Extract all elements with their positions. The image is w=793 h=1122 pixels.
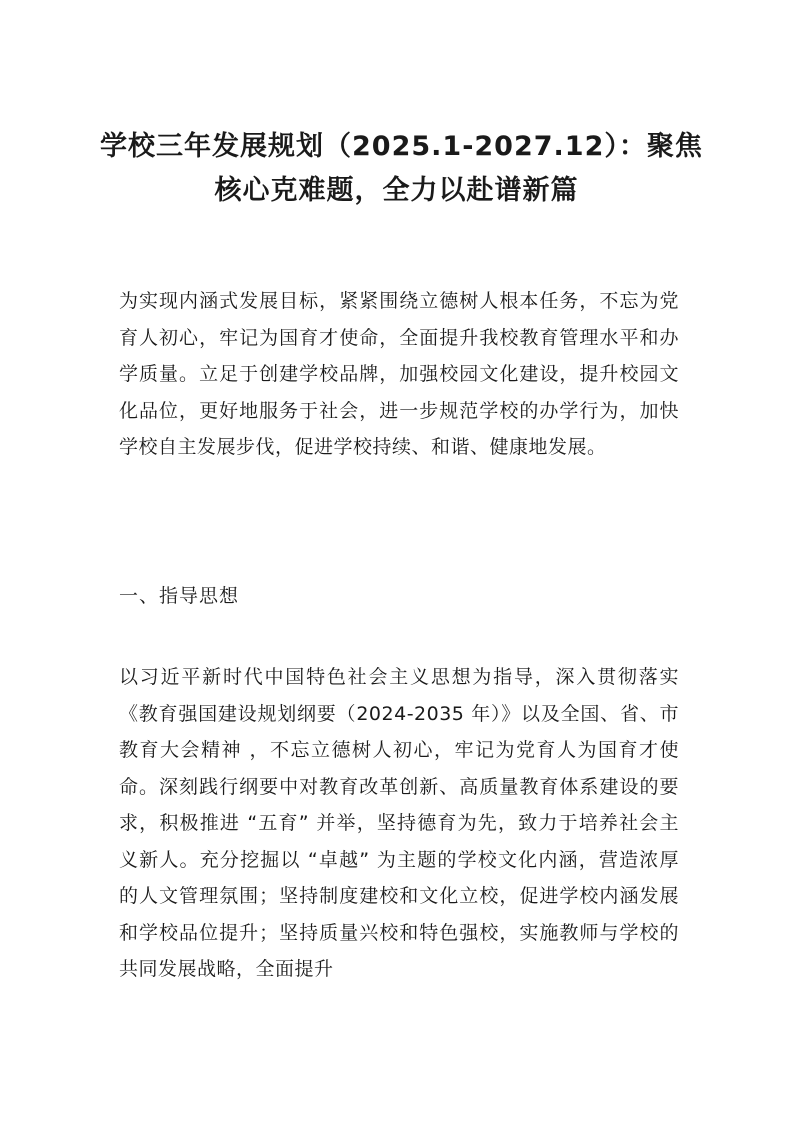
document-title-line-2: 核心克难题，全力以赴谱新篇	[214, 175, 579, 206]
intro-paragraph: 为实现内涵式发展目标，紧紧围绕立德树人根本任务，不忘为党育人初心，牢记为国育才使命，全面提升我校教育管理水平和办学质量。立足于创建学校品牌，加强校园文化建设，提升校园文化品位，更好地服务于社会，进一步规范学校的办学行为，加快学校自主发展步伐，促进学校持续、和谐、健康地发展。	[119, 290, 679, 458]
section-heading-guiding-thought: 一、指导思想	[119, 585, 240, 607]
document-title-line-1: 学校三年发展规划（2025.1-2027.12）：聚焦	[100, 131, 703, 162]
guiding-thought-paragraph: 以习近平新时代中国特色社会主义思想为指导，深入贯彻落实《教育强国建设规划纲要（2024-2035 年）》以及全国、省、市教育大会精神 ，不忘立德树人初心，牢记为党育人为国育才使命。深刻践行纲要中对教育改革创新、高质量教育体系建设的要求，积极推进 “五育” 并举，坚持德育为先，致力于培养社会主义新人。充分挖掘以 “卓越” 为主题的学校文化内涵，营造浓厚的人文管理氛围；坚持制度建校和文化立校，促进学校内涵发展和学校品位提升；坚持质量兴校和特色强校，实施教师与学校的共同发展战略，全面提升	[119, 666, 679, 980]
